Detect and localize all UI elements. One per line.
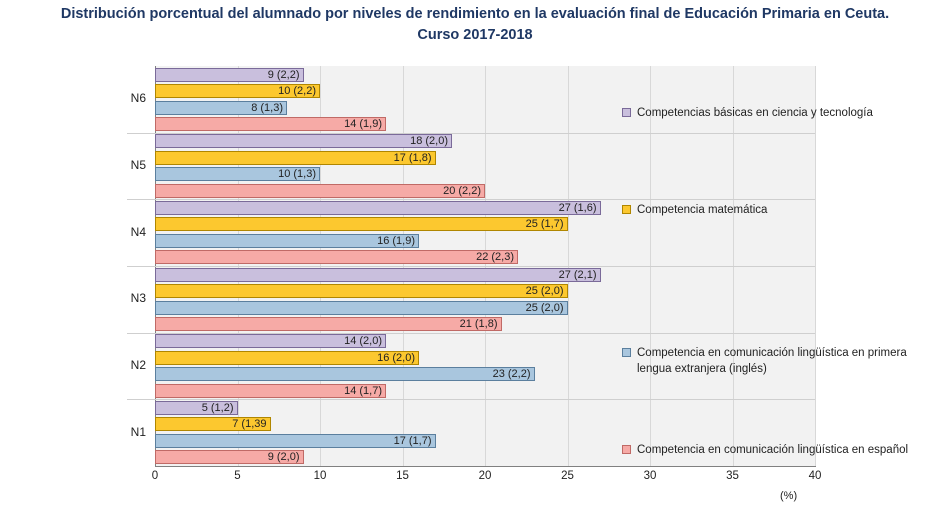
x-tick-label: 0	[151, 470, 159, 482]
legend-swatch-icon	[622, 108, 631, 117]
bar	[155, 367, 535, 381]
bar-value-label: 25 (2,0)	[525, 301, 564, 314]
bar-value-label: 14 (2,0)	[344, 335, 382, 348]
bar	[155, 184, 485, 198]
x-axis-line	[155, 466, 816, 467]
chart-title-line1: Distribución porcentual del alumnado por niveles de rendimiento en la evaluación final de Educación Primaria en Ceuta.	[60, 6, 890, 22]
legend-item[interactable]	[622, 346, 922, 377]
bar-value-label: 9 (2,0)	[267, 451, 300, 464]
bar-value-label: 17 (1,7)	[393, 434, 432, 447]
category-label: N6	[130, 91, 146, 106]
category-label: N3	[130, 291, 146, 306]
x-axis-unit-label: (%)	[780, 490, 798, 502]
legend-item[interactable]	[622, 203, 922, 219]
x-tick-label: 35	[726, 470, 739, 482]
gridline	[815, 66, 816, 466]
bar-value-label: 25 (1,7)	[525, 218, 564, 231]
legend-swatch-icon	[622, 445, 631, 454]
chart-title	[0, 4, 950, 46]
bar	[155, 134, 452, 148]
bar-value-label: 16 (2,0)	[377, 351, 415, 364]
category-label: N5	[130, 158, 146, 172]
bar-value-label: 9 (2,2)	[267, 68, 300, 81]
x-tick-label: 5	[234, 470, 241, 482]
bar-value-label: 22 (2,3)	[476, 251, 514, 264]
category-label: N1	[130, 424, 146, 439]
bar	[155, 250, 518, 264]
bar-value-label: 8 (1,3)	[251, 101, 283, 114]
legend-item[interactable]	[622, 106, 922, 122]
category-label: N4	[130, 224, 146, 239]
bar-value-label: 18 (2,0)	[410, 135, 448, 148]
chart-plot-wrapper	[0, 58, 950, 518]
bar-value-label: 10 (1,3)	[278, 168, 316, 181]
chart-title-line2: Curso 2017-2018	[417, 27, 533, 44]
bar-value-label: 23 (2,2)	[492, 368, 531, 381]
x-tick-label: 25	[561, 470, 574, 482]
bar-value-label: 27 (1,6)	[558, 201, 597, 214]
bar	[155, 268, 601, 282]
bar-value-label: 14 (1,9)	[344, 118, 382, 131]
legend-label: Competencias básicas en ciencia y tecnología	[637, 107, 873, 119]
bar-value-label: 14 (1,7)	[344, 384, 382, 397]
bar	[155, 217, 568, 231]
bar-value-label: 27 (2,1)	[558, 268, 597, 281]
x-tick-label: 10	[313, 470, 327, 482]
x-tick-label: 30	[643, 470, 657, 482]
bar	[155, 317, 502, 331]
x-tick-label: 20	[478, 470, 492, 482]
legend-label: Competencia matemática	[637, 204, 768, 216]
bar-value-label: 25 (2,0)	[525, 285, 564, 298]
bar	[155, 201, 601, 215]
bar	[155, 301, 568, 315]
bar-value-label: 21 (1,8)	[459, 318, 498, 331]
category-label: N2	[130, 358, 146, 372]
x-tick-label: 40	[808, 470, 822, 482]
legend-swatch-icon	[622, 205, 631, 214]
legend-label: Competencia en comunicación lingüística en español	[637, 444, 909, 456]
legend-item[interactable]	[622, 443, 922, 459]
bar-value-label: 7 (1,39	[232, 418, 267, 431]
legend-label: Competencia en comunicación lingüística en primera lengua extranjera (inglés)	[637, 347, 907, 375]
bar-value-label: 5 (1,2)	[201, 401, 234, 414]
x-tick-label: 15	[396, 470, 409, 482]
bar-value-label: 17 (1,8)	[393, 151, 432, 164]
bar-value-label: 10 (2,2)	[278, 85, 316, 98]
bar	[155, 284, 568, 298]
legend-swatch-icon	[622, 348, 631, 357]
bar-value-label: 16 (1,9)	[377, 234, 415, 247]
bar-value-label: 20 (2,2)	[443, 184, 481, 197]
